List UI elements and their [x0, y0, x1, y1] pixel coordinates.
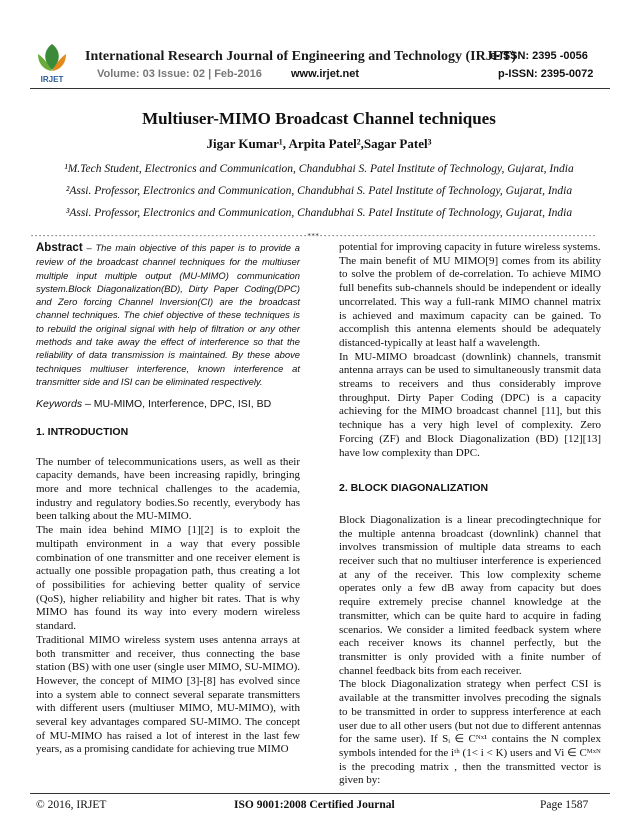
p-issn: p-ISSN: 2395-0072 [498, 68, 594, 80]
header-rule [30, 88, 610, 89]
volume-issue: Volume: 03 Issue: 02 | Feb-2016 [97, 68, 262, 80]
right-column [339, 241, 601, 788]
body-paragraph: In MU-MIMO broadcast (downlink) channels, transmit antenna arrays can be used to simultaneously transmit data streams to receivers and thus considerably improve throughput. Dirty Paper Coding (DPC) is a capacity achieving for the MIMO broadcast channel [11], but this technique has a very high level of complexity. Zero Forcing (ZF) and Block Diagonalization (BD) [12][13] have low complexity than DPC. [339, 350, 601, 459]
paper-title: Multiuser-MIMO Broadcast Channel techniques [142, 109, 496, 128]
body-paragraph: Block Diagonalization is a linear precodingtechnique for the multiple antenna broadcast (downlink) channel that involves transmission of multiple data streams to each receiver such that no multiuser interference is experienced at any of the receiver. This low complexity scheme operates only a few dB away from capacity but does require extremely precise channel knowledge at the transmitter, which can be quite hard to acquire in fading scenarios. We consider a limited feedback system where each receiver knows its channel perfectly, but the transmitter is only provided with a finite number of channel feedback bits from each receiver. [339, 513, 601, 677]
logo-text: IRJET [40, 75, 64, 84]
intro-paragraph: Traditional MIMO wireless system uses antenna arrays at both transmitter and receiver, thus connecting the base station (BS) with one user (single user MIMO, SU-MIMO). However, the concept of MIMO [3]-[8] has evolved since into a system able to connect several separate transmitters with different users (multiuser MIMO, MU-MIMO), with several key advantages compared SU-MIMO. The concept of MU-MIMO has raised a lot of interest in the last few years, as a promising candidate for achieving true MIMO [36, 633, 300, 756]
journal-website: www.irjet.net [291, 68, 360, 80]
abstract-label: Abstract [36, 242, 83, 254]
abstract [36, 241, 300, 388]
left-column [36, 241, 300, 757]
footer-page-number: Page 1587 [540, 799, 589, 811]
abstract-dash: – [82, 242, 96, 253]
body-paragraph: potential for improving capacity in future wireless systems. [339, 241, 601, 253]
e-issn: e-ISSN: 2395 -0056 [490, 50, 588, 62]
keywords-text: – MU-MIMO, Interference, DPC, ISI, BD [82, 398, 272, 411]
intro-paragraph: The main idea behind MIMO [1][2] is to exploit the multipath environment in a way that every possible combination of one transmitter and one receiver element is actually one possible propagation path, thus creating a lot of possibilities for achieving better quality of service (QoS), higher reliability and higher bit rates. That is why MIMO has found its way into every modern wireless standard. [36, 524, 300, 633]
keywords [36, 398, 300, 412]
intro-paragraph: The number of telecommunications users, as well as their capacity demands, have been increasing rapidly, bringing more and more technical challenges to the academia, industry and regulatory bodies.So recently, everybody has been talking about the MU-MIMO. [36, 455, 300, 523]
section-separator: ---------------------------------------------------------------------***--------------------------------------------------------------------- [30, 232, 597, 240]
affiliation-1: ¹M.Tech Student, Electronics and Communication, Chandubhai S. Patel Institute of Technology, Gujarat, India [64, 163, 574, 175]
paper-authors: Jigar Kumar¹, Arpita Patel²,Sagar Patel³ [206, 136, 432, 151]
journal-title: International Research Journal of Engineering and Technology (IRJET) [85, 49, 517, 64]
keywords-label: Keywords [36, 398, 83, 411]
affiliation-3: ³Assi. Professor, Electronics and Communication, Chandubhai S. Patel Institute of Technology, Gujarat, India [65, 207, 573, 219]
page-header [0, 0, 638, 96]
section-heading-introduction: 1. INTRODUCTION [36, 425, 129, 438]
body-paragraph: The main benefit of MU MIMO[9] comes from its ability to solve the problem of de-correlation. To achieve MIMO full benefits sub-channels should be independent or ideally uncorrelated. This way a full-rank MIMO channel matrix is achieved and maximum capacity can be gained. To accomplish this antenna elements should be adequately distanced-typically at least half a wavelength. [339, 254, 601, 349]
section-heading-block-diagonalization: 2. BLOCK DIAGONALIZATION [339, 482, 489, 495]
body-paragraph: The block Diagonalization strategy when perfect CSI is available at the transmitter involves precoding the signals to be transmitted in order to suppress interference at each user due to all other users (but not due to different antennas for the same user). If Sᵢ ∈ Cᴺˣ¹ contains the N complex symbols intended for the iᵗʰ (1< i < K) users and Vi ∈ Cᴹˣᴺ is the precoding matrix , then the transmitted vector is given by: [339, 678, 601, 787]
irjet-logo [30, 40, 74, 84]
footer-rule [30, 793, 610, 794]
affiliation-2: ²Assi. Professor, Electronics and Communication, Chandubhai S. Patel Institute of Technology, Gujarat, India [65, 185, 573, 197]
footer-copyright: © 2016, IRJET [36, 799, 107, 811]
abstract-text: The main objective of this paper is to provide a review of the broadcast channel techniques for the multiuser multiple input multiple output (MU-MIMO) communication system.Block Diagonalization(BD), Dirty Paper Coding(DPC) and Zero forcing Channel Inversion(CI) are the broadcast channel techniques. The chief objective of these techniques is to rebuild the original signal with help of filtration or any other methods and take away the effect of interference so that the reliability of data transmission is maintained. By these above techniques multiuser interference, known interference at transmitter side and ISI can be eliminated respectively. [36, 242, 300, 387]
footer-iso: ISO 9001:2008 Certified Journal [234, 799, 395, 811]
